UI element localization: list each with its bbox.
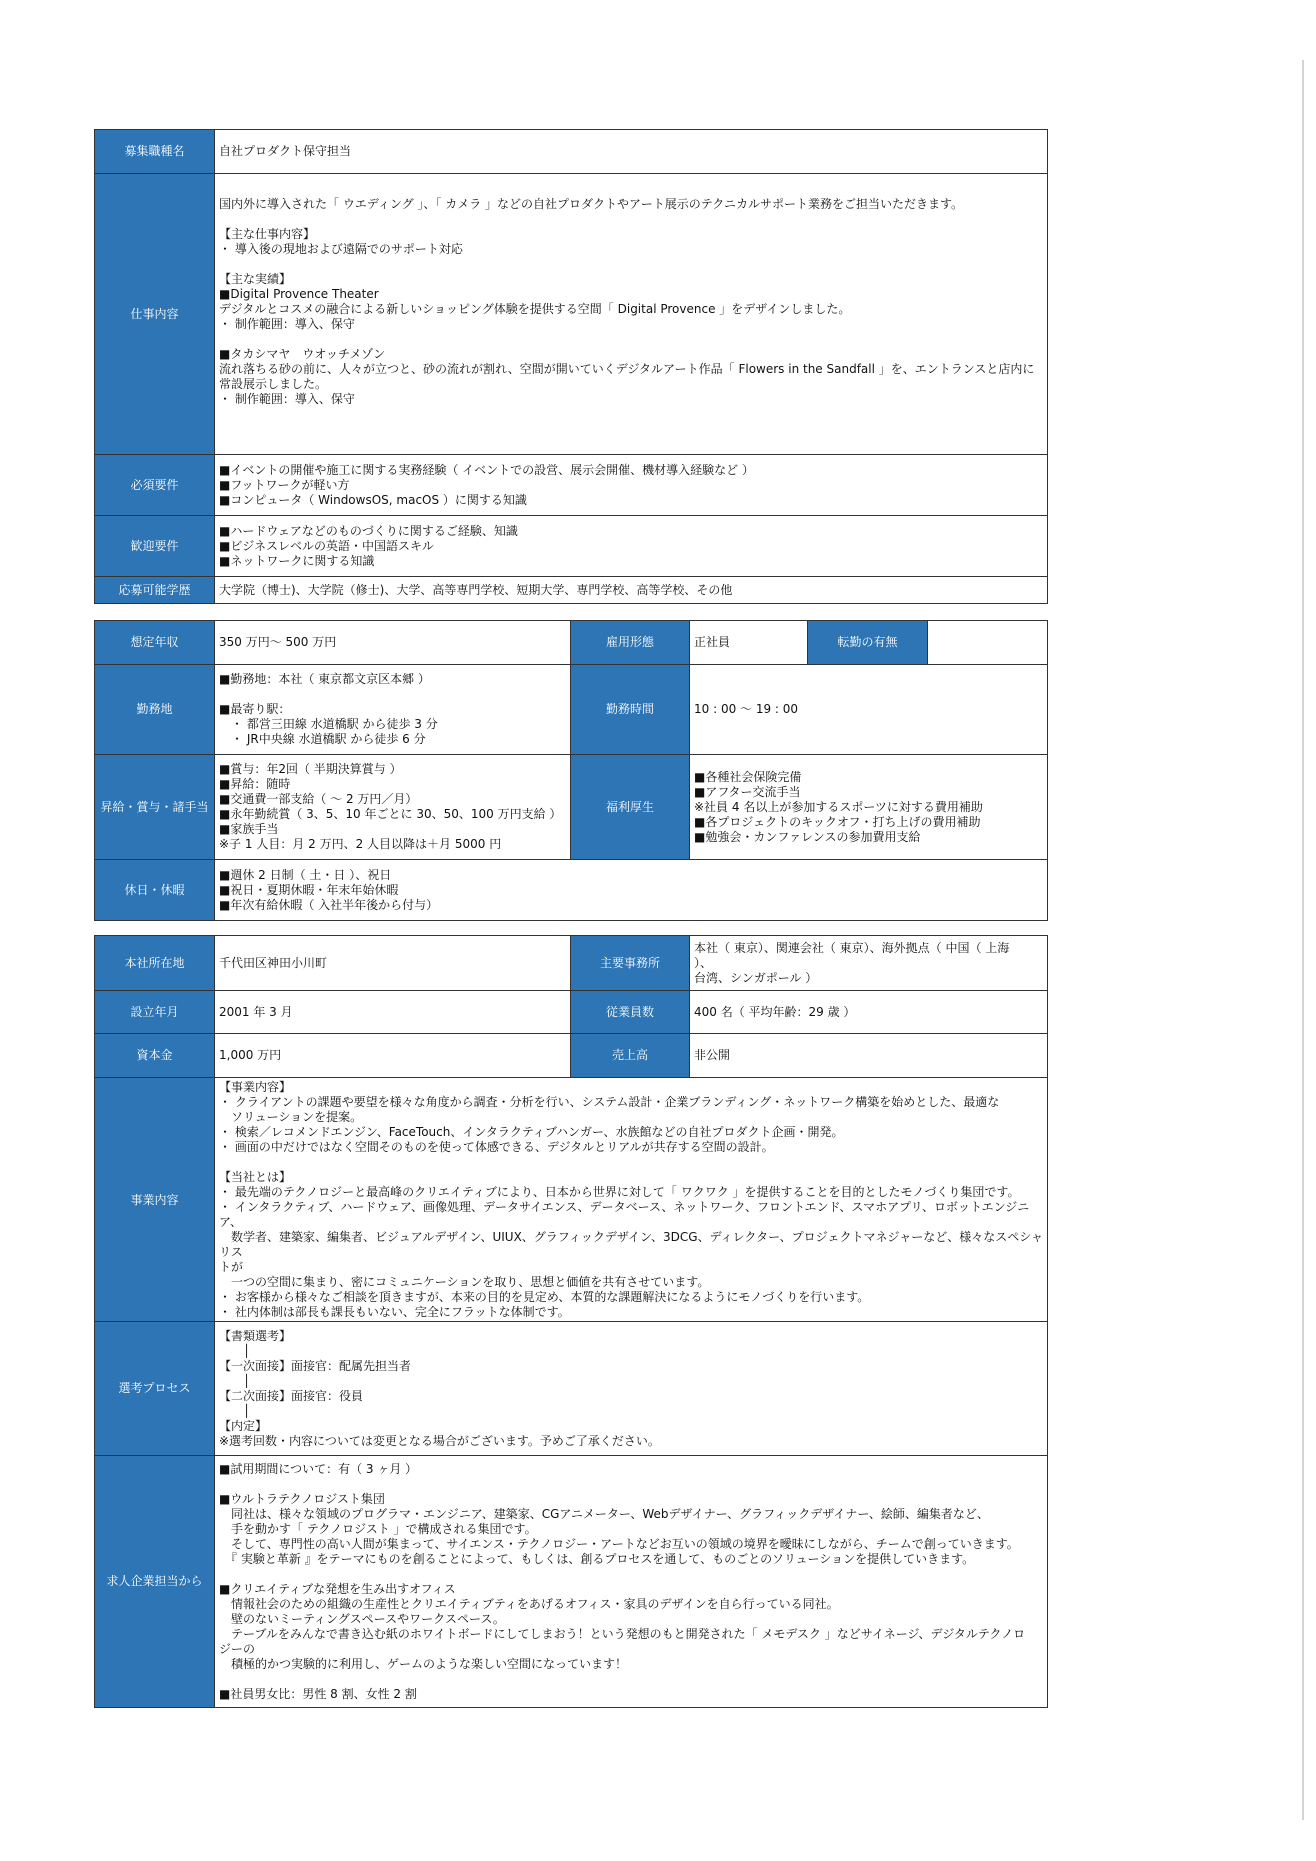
conditions-table [94,620,1048,921]
employment-value: 正社員 [690,621,808,665]
text-line: ■昇給：随時 [219,777,291,791]
text-line [219,1477,1043,1492]
text-line: 手を動かす「 テクノロジスト 」で構成される集団です。 [219,1521,537,1536]
text-line: ■ビジネスレベルの英語・中国語スキル [219,538,434,553]
sales-label: 売上高 [571,1034,690,1078]
text-line: 【二次面接】面接官：役員 [219,1388,364,1403]
company-table [94,935,1048,1323]
text-line: そして、専門性の高い人間が集まって、サイエンス・テクノロジー・アートなどお互いの領域の境界を曖昧にしながら、チームで創っていきます。 [219,1536,1019,1551]
salary-label: 想定年収 [95,621,215,665]
contact-content [215,1456,1048,1708]
text-line: ・ クライアントの課題や要望を様々な角度から調査・分析を行い、システム設計・企業ブランディング・ネットワーク構築を始めとした、最適な [219,1095,1000,1109]
text-line: デジタルとコスメの融合による新しいショッピング体験を提供する空間「 Digital Provence 」をデザインしました。 [219,302,851,316]
text-line: 壁のないミーティングスペースやワークスペース。 [219,1611,505,1626]
text-line [219,1155,1043,1170]
text-line: ジーの [219,1641,256,1656]
text-line: テーブルをみんなで書き込む紙のホワイトボードにしてしまおう！という発想のもと開発された「 メモデスク 」などサイネージ、デジタルテクノロ [219,1626,1026,1641]
location-label: 勤務地 [95,665,215,755]
scan-edge-line [1302,60,1304,1820]
text-line: ■年次有給休暇（ 入社半年後から付与） [219,897,439,912]
process-content [215,1322,1048,1456]
text-line: ■祝日・夏期休暇・年末年始休暇 [219,882,399,897]
contact-label: 求人企業担当から [95,1456,215,1708]
holiday-content [215,860,1048,921]
text-line: ■最寄り駅： [219,702,291,716]
text-line: ・ 制作範囲：導入、保守 [219,317,355,331]
text-line: ■アフター交流手当 [694,784,801,799]
text-line [219,1672,1043,1687]
welcome-content [215,516,1048,577]
text-line: 【当社とは】 [219,1170,292,1184]
text-line: ■ウルトラテクノロジスト集団 [219,1491,385,1506]
text-line: 情報社会のための組織の生産性とクリエイティブティをあげるオフィス・家具のデザインを自ら行っている同社。 [219,1596,839,1611]
selection-table [94,1321,1048,1708]
text-line: ■ハードウェアなどのものづくりに関するご経験、知識 [219,523,518,538]
employment-label: 雇用形態 [571,621,690,665]
text-line: 【事業内容】 [219,1080,292,1094]
transfer-value [928,621,1048,665]
benefits-label: 福利厚生 [571,755,690,860]
founded-value: 2001 年 3 月 [215,991,571,1034]
text-line: ■週休 2 日制（ 土・日 ）、祝日 [219,867,392,882]
text-line: │ [219,1343,251,1358]
text-line: ・ 画面の中だけではなく空間そのものを使って体感できる、デジタルとリアルが共存する空間の設計。 [219,1140,774,1154]
text-line: トが [219,1260,244,1274]
text-line: 【内定】 [219,1418,268,1433]
text-line: ■社員男女比：男性 8 割、女性 2 割 [219,1686,417,1701]
text-line: ■タカシマヤ ウオッチメゾン [219,347,386,361]
hq-label: 本社所在地 [95,936,215,991]
sales-value: 非公開 [690,1034,1048,1078]
text-line: ■フットワークが軽い方 [219,477,350,492]
education-label: 応募可能学歴 [95,577,215,604]
text-line [219,332,1043,347]
capital-value: 1,000 万円 [215,1034,571,1078]
text-line: ・ 導入後の現地および遠隔でのサポート対応 [219,242,463,256]
text-line: ）、 [694,955,713,970]
text-line: ・ 都営三田線 水道橋駅 から徒歩 3 分 [219,717,438,731]
text-line: ・ JR中央線 水道橋駅 から徒歩 6 分 [219,732,426,746]
text-line: 本社（ 東京）、関連会社（ 東京）、海外拠点（ 中国（ 上海 [694,940,1010,955]
employees-value: 400 名（ 平均年齢：29 歳 ） [690,991,1048,1034]
text-line: ■賞与：年2回（ 半期決算賞与 ） [219,762,402,776]
required-content [215,455,1048,516]
location-content [215,665,571,755]
text-line: ■ネットワークに関する知識 [219,553,375,568]
text-line: ※子 1 人目：月 2 万円、2 人目以降は＋月 5000 円 [219,837,502,851]
text-line: │ [219,1403,251,1418]
text-line: 【一次面接】面接官：配属先担当者 [219,1358,412,1373]
education-value: 大学院（博士)、大学院（修士)、大学、高等専門学校、短期大学、専門学校、高等学校、その他 [215,577,1048,604]
employees-label: 従業員数 [571,991,690,1034]
text-line: 台湾、シンガポール ） [694,970,818,985]
text-line: 常設展示しました。 [219,377,328,391]
benefits-content [690,755,1048,860]
hq-value: 千代田区神田小川町 [215,936,571,991]
business-content [215,1078,1048,1323]
text-line: ・ 最先端のテクノロジーと最高峰のクリエイティブにより、日本から世界に対して「 ワクワク 」を提供することを目的としたモノづくり集団です。 [219,1185,1020,1199]
pay-content [215,755,571,860]
offices-label: 主要事務所 [571,936,690,991]
hours-value: 10 : 00 ～ 19 : 00 [690,665,1048,755]
text-line: ※選考回数・内容については変更となる場合がございます。予めご了承ください。 [219,1433,660,1448]
text-line: 数学者、建築家、編集者、ビジュアルデザイン、UIUX、グラフィックデザイン、3DCG、ディレクター、プロジェクトマネジャーなど、様々なスペシャリス [219,1230,1043,1259]
offices-content [690,936,1048,991]
text-line: ■家族手当 [219,822,279,836]
text-line: ・ お客様から様々なご相談を頂きますが、本来の目的を見定め、本質的な課題解決になるようにモノづくりを行います。 [219,1290,870,1304]
text-line: ・ 制作範囲：導入、保守 [219,392,355,406]
text-line [219,212,1043,227]
text-line: ■コンピュータ（ WindowsOS, macOS ）に関する知識 [219,492,527,507]
text-line: ■永年勤続賞（ 3、5、10 年ごとに 30、50、100 万円支給 ） [219,807,562,821]
text-line: ■クリエイティブな発想を生み出すオフィス [219,1581,456,1596]
text-line: 【主な実績】 [219,272,292,286]
transfer-label: 転勤の有無 [808,621,928,665]
holiday-label: 休日・休暇 [95,860,215,921]
text-line: ・ 検索／レコメンドエンジン、FaceTouch、インタラクティブハンガー、水族館などの自社プロダクト企画・開発。 [219,1125,844,1139]
text-line: 【主な仕事内容】 [219,227,316,241]
text-line: ■各プロジェクトのキックオフ・打ち上げの費用補助 [694,814,981,829]
duties-content [215,174,1048,455]
pay-label: 昇給・賞与・諸手当 [95,755,215,860]
text-line: ・ 社内体制は部長も課長もいない、完全にフラットな体制です。 [219,1305,570,1319]
welcome-label: 歓迎要件 [95,516,215,577]
text-line: 『 実験と革新 』をテーマにものを創ることによって、もしくは、創るプロセスを通して、ものごとのソリューションを提供していきます。 [219,1551,975,1566]
required-label: 必須要件 [95,455,215,516]
process-label: 選考プロセス [95,1322,215,1456]
text-line: │ [219,1373,251,1388]
text-line: ソリューションを提案。 [219,1110,363,1124]
founded-label: 設立年月 [95,991,215,1034]
text-line: ■交通費一部支給（ ～ 2 万円／月） [219,792,418,806]
text-line: ※社員 4 名以上が参加するスポーツに対する費用補助 [694,799,983,814]
text-line: ■勉強会・カンファレンスの参加費用支給 [694,829,921,844]
text-line: ■勤務地：本社（ 東京都文京区本郷 ） [219,672,430,686]
text-line [219,687,566,702]
text-line: ■試用期間について：有（ 3 ヶ月 ） [219,1461,418,1476]
text-line [219,182,1043,197]
text-line: 国内外に導入された「 ウエディング 」、「 カメラ 」などの自社プロダクトやアート展示のテクニカルサポート業務をご担当いただきます。 [219,197,964,211]
text-line: 一つの空間に集まり、密にコミュニケーションを取り、思想と価値を共有させています。 [219,1275,710,1289]
duties-label: 仕事内容 [95,174,215,455]
text-line [219,1567,1043,1582]
text-line: ■イベントの開催や施工に関する実務経験（ イベントでの設営、展示会開催、機材導入経験など ） [219,462,754,477]
text-line: ■各種社会保険完備 [694,769,802,784]
salary-value: 350 万円～ 500 万円 [215,621,571,665]
job-info-table [94,129,1048,604]
job-title-value: 自社プロダクト保守担当 [215,130,1048,174]
business-label: 事業内容 [95,1078,215,1323]
text-line: ■Digital Provence Theater [219,287,379,301]
text-line: 積極的かつ実験的に利用し、ゲームのような楽しい空間になっています！ [219,1656,628,1671]
capital-label: 資本金 [95,1034,215,1078]
job-title-label: 募集職種名 [95,130,215,174]
text-line: ・ インタラクティブ、ハードウェア、画像処理、データサイエンス、データベース、ネットワーク、フロントエンド、スマホアプリ、ロボットエンジニア、 [219,1200,1030,1229]
text-line: 【書類選考】 [219,1328,292,1343]
text-line: 流れ落ちる砂の前に、人々が立つと、砂の流れが割れ、空間が開いていくデジタルアート作品「 Flowers in the Sandfall 」を、エントランスと店内に [219,362,1035,376]
hours-label: 勤務時間 [571,665,690,755]
text-line [219,257,1043,272]
text-line: 同社は、様々な領域のプログラマ・エンジニア、建築家、CGアニメーター、Webデザイナー、グラフィックデザイナー、絵師、編集者など、 [219,1506,989,1521]
